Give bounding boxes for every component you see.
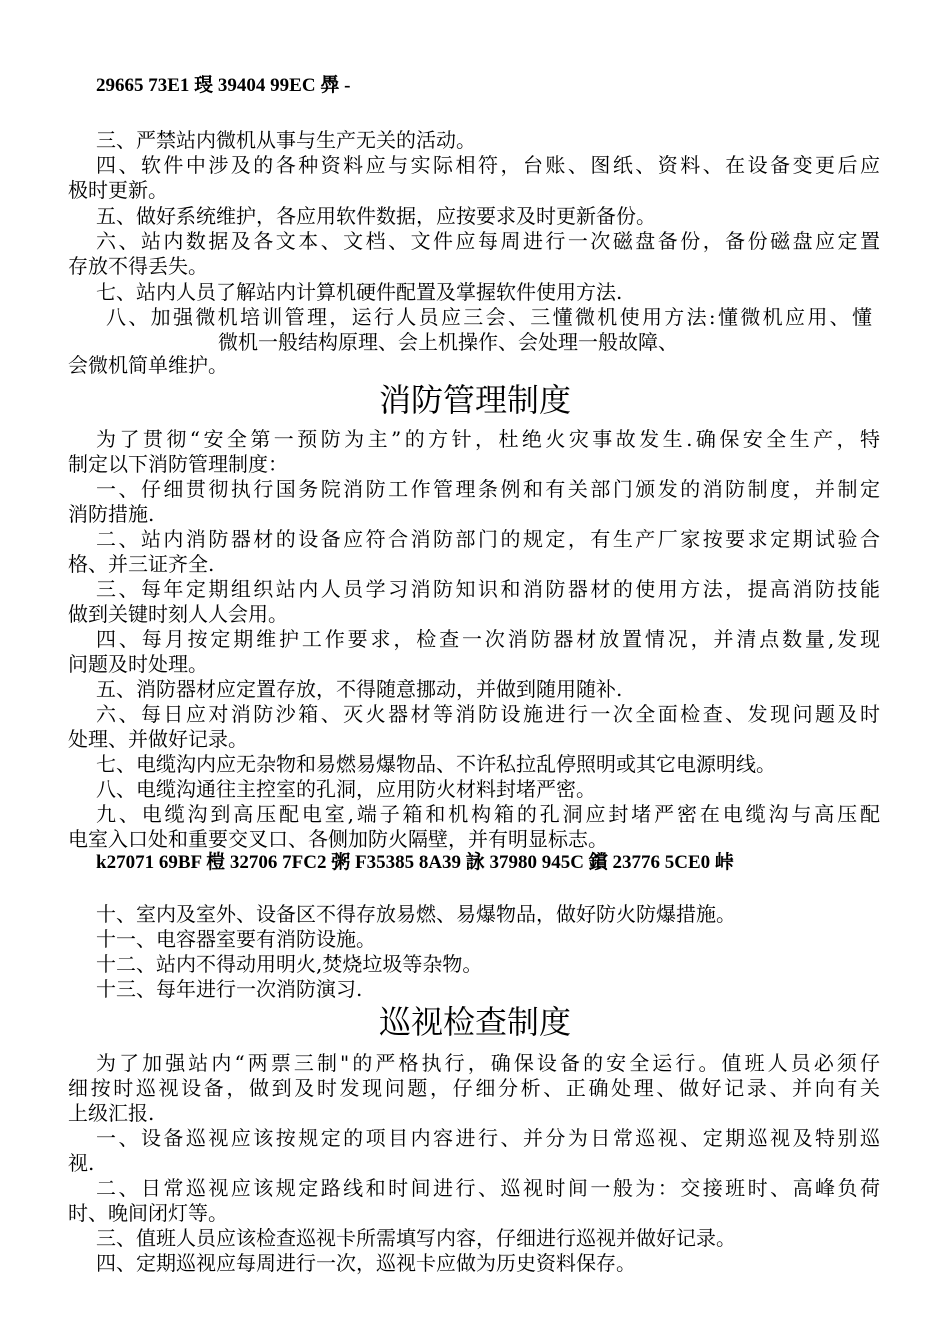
paragraph-line: 四、定期巡视应每周进行一次，巡视卡应做为历史资料保存。	[96, 1251, 636, 1275]
paragraph-line: 做到关键时刻人人会用。	[68, 602, 288, 626]
paragraph-line: 上级汇报.	[68, 1101, 155, 1125]
paragraph-line: 三、值班人员应该检查巡视卡所需填写内容，仔细进行巡视并做好记录。	[96, 1226, 736, 1250]
paragraph-line: 九、电缆沟到高压配电室,端子箱和机构箱的孔洞应封堵严密在电缆沟与高压配	[96, 802, 880, 826]
paragraph-line: 极时更新。	[68, 178, 168, 202]
paragraph-line: 八、电缆沟通往主控室的孔洞，应用防火材料封堵严密。	[96, 777, 596, 801]
paragraph-line: 五、消防器材应定置存放，不得随意挪动，并做到随用随补.	[96, 677, 623, 701]
paragraph-line: 二、日常巡视应该规定路线和时间进行、巡视时间一般为：交接班时、高峰负荷	[96, 1176, 880, 1200]
paragraph-line: 七、站内人员了解站内计算机硬件配置及掌握软件使用方法.	[96, 280, 623, 304]
paragraph-line: 一、设备巡视应该按规定的项目内容进行、并分为日常巡视、定期巡视及特别巡	[96, 1126, 880, 1150]
paragraph-line: 格、并三证齐全.	[68, 552, 215, 576]
paragraph-line: 十三、每年进行一次消防演习.	[96, 977, 363, 1001]
section-title-fire: 消防管理制度	[378, 381, 571, 419]
paragraph-line: 处理、并做好记录。	[68, 727, 248, 751]
paragraph-line: 细按时巡视设备，做到及时发现问题，仔细分析、正确处理、做好记录、并向有关	[68, 1076, 880, 1100]
section-title-patrol: 巡视检查制度	[378, 1003, 571, 1041]
paragraph-line: 为了加强站内“两票三制"的严格执行，确保设备的安全运行。值班人员必须仔	[96, 1051, 880, 1075]
paragraph-line: 电室入口处和重要交叉口、各侧加防火隔壁，并有明显标志。	[68, 827, 608, 851]
paragraph-line: 十二、站内不得动用明火,焚烧垃圾等杂物。	[96, 952, 483, 976]
paragraph-line: 三、严禁站内微机从事与生产无关的活动。	[96, 128, 476, 152]
paragraph-line: 六、每日应对消防沙箱、灭火器材等消防设施进行一次全面检查、发现问题及时	[96, 702, 880, 726]
paragraph-line: 制定以下消防管理制度：	[68, 452, 288, 476]
paragraph-line: 五、做好系统维护，各应用软件数据，应按要求及时更新备份。	[96, 204, 656, 228]
paragraph-line: 一、仔细贯彻执行国务院消防工作管理条例和有关部门颁发的消防制度，并制定	[96, 477, 880, 501]
paragraph-line: 七、电缆沟内应无杂物和易燃易爆物品、不许私拉乱停照明或其它电源明线。	[96, 752, 776, 776]
paragraph-line: 存放不得丢失。	[68, 254, 208, 278]
paragraph-line: 时、晚间闭灯等。	[68, 1201, 228, 1225]
paragraph-line: 消防措施.	[68, 502, 155, 526]
paragraph-line: 微机一般结构原理、会上机操作、会处理一般故障、	[218, 330, 678, 354]
paragraph-line: 问题及时处理。	[68, 652, 208, 676]
paragraph-line: 十一、电容器室要有消防设施。	[96, 927, 376, 951]
header-code-line: 29665 73E1 琝 39404 99EC 馵 -	[96, 75, 351, 96]
paragraph-line: 六、站内数据及各文本、文档、文件应每周进行一次磁盘备份，备份磁盘应定置	[96, 229, 880, 253]
paragraph-line: 二、站内消防器材的设备应符合消防部门的规定，有生产厂家按要求定期试验合	[96, 527, 880, 551]
paragraph-line: 为了贯彻“安全第一预防为主”的方针，杜绝火灾事故发生.确保安全生产，特	[96, 427, 880, 451]
paragraph-line: 视.	[68, 1151, 95, 1175]
paragraph-line: 十、室内及室外、设备区不得存放易燃、易爆物品，做好防火防爆措施。	[96, 902, 736, 926]
embedded-code-line: k27071 69BF 榿 32706 7FC2 粥 F35385 8A39 詠 37980 945C 鑜 23776 5CE0 峠	[96, 852, 734, 873]
paragraph-line: 八、加强微机培训管理，运行人员应三会、三懂微机使用方法:懂微机应用、懂	[106, 305, 872, 329]
paragraph-line: 四、每月按定期维护工作要求，检查一次消防器材放置情况，并清点数量,发现	[96, 627, 880, 651]
paragraph-line: 三、每年定期组织站内人员学习消防知识和消防器材的使用方法，提高消防技能	[96, 577, 880, 601]
paragraph-line: 四、软件中涉及的各种资料应与实际相符，台账、图纸、资料、在设备变更后应	[96, 153, 880, 177]
paragraph-line: 会微机简单维护。	[68, 353, 228, 377]
